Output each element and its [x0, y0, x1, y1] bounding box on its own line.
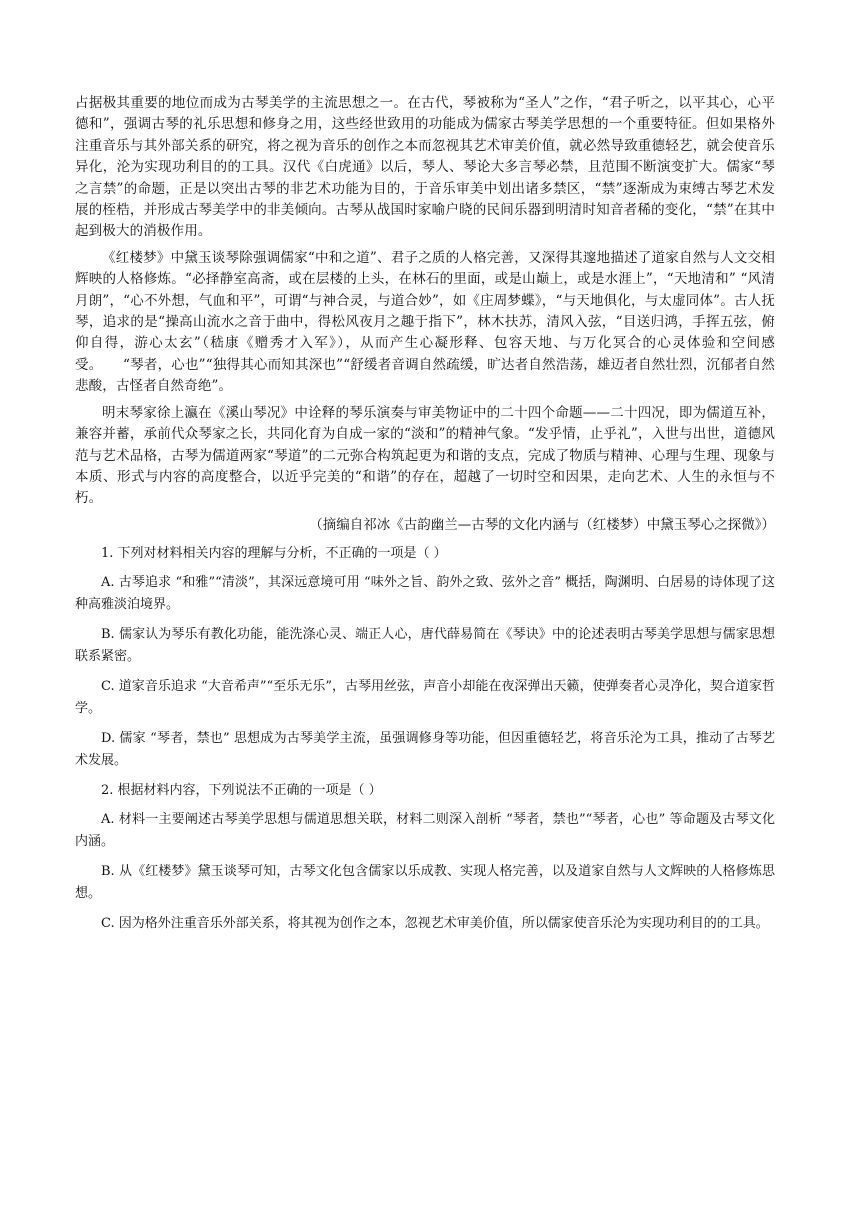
question-1-option-b: B. 儒家认为琴乐有教化功能，能洗涤心灵、端正人心，唐代薛易简在《琴诀》中的论述表明古琴美学思想与儒家思想联系紧密。	[75, 627, 775, 665]
question-2	[75, 780, 775, 935]
passage-paragraph-1: 占据极其重要的地位而成为古琴美学的主流思想之一。在古代，琴被称为“圣人”之作，“君子听之，以平其心，心平德和”，强调古琴的礼乐思想和修身之用，这些经世致用的功能成为儒家古琴美学思想的一个重要特征。但如果格外注重音乐与其外部关系的研究，将之视为音乐的创作之本而忽视其艺术审美价值，就必然导致重德轻艺，就会使音乐异化，沦为实现功利目的的工具。汉代《白虎通》以后，琴人、琴论大多言琴必禁，且范围不断演变扩大。儒家“琴之言禁”的命题，正是以突出古琴的非艺术功能为目的，于音乐审美中划出诸多禁区，“禁”逐渐成为束缚古琴艺术发展的桎梏，并形成古琴美学中的非美倾向。古琴从战国时家喻户晓的民间乐器到明清时知音者稀的变化，“禁”在其中起到极大的消极作用。	[75, 95, 775, 240]
question-1-option-c: C. 道家音乐追求 “大音希声”“至乐无乐”，古琴用丝弦，声音小却能在夜深弹出天籁，使弹奏者心灵净化，契合道家哲学。	[75, 679, 775, 717]
passage-paragraph-3: 明末琴家徐上瀛在《溪山琴况》中诠释的琴乐演奏与审美物证中的二十四个命题——二十四况，即为儒道互补，兼容并蓄，承前代众琴家之长，共同化育为自成一家的“淡和”的精神气象。“发乎情，止乎礼”，入世与出世，道德风范与艺术品格，古琴为儒道两家“琴道”的二元弥合构筑起更为和谐的支点，完成了物质与精神、心理与生理、现象与本质、形式与内容的高度整合，以近乎完美的“和谐”的存在，超越了一切时空和因果，走向艺术、人生的永恒与不朽。	[75, 404, 775, 507]
question-2-option-a: A. 材料一主要阐述古琴美学思想与儒道思想关联，材料二则深入剖析 “琴者，禁也”“琴者，心也” 等命题及古琴文化内涵。	[75, 812, 775, 850]
question-1-option-a: A. 古琴追求 “和雅”“清淡”，其深远意境可用 “味外之旨、韵外之致、弦外之音” 概括，陶渊明、白居易的诗体现了这种高雅淡泊境界。	[75, 575, 775, 613]
passage-paragraph-2: 《红楼梦》中黛玉谈琴除强调儒家“中和之道”、君子之质的人格完善，又深得其邃地描述了道家自然与人文交相辉映的人格修炼。“必择静室高斋，或在层楼的上头，在林石的里面，或是山巅上，或是水涯上”，“天地清和” “风清月朗”，“心不外想，气血和平”，可谓“与神合灵，与道合妙”，如《庄周梦蝶》，“与天地俱化，与太虚同体”。古人抚琴，追求的是“操高山流水之音于曲中，得松风夜月之趣于指下”，林木扶苏，清风入弦，“目送归鸿，手挥五弦，俯仰自得，游心太玄”（嵇康《赠秀才入军》），从而产生心凝形释、包容天地、与万化冥合的心灵体验和空间感受。 “琴者，心也”“独得其心而知其深也”“舒缓者音调自然疏缓，旷达者自然浩荡，雄迈者自然壮烈，沉郁者自然悲酸，古怪者自然奇绝”。	[75, 249, 775, 395]
question-2-stem: 2. 根据材料内容，下列说法不正确的一项是（ ）	[101, 783, 382, 799]
question-1-option-d: D. 儒家 “琴者，禁也” 思想成为古琴美学主流，虽强调修身等功能，但因重德轻艺，将音乐沦为工具，推动了古琴艺术发展。	[75, 731, 775, 769]
question-1-stem: 1. 下列对材料相关内容的理解与分析，不正确的一项是（ ）	[101, 546, 447, 562]
question-2-option-b: B. 从《红楼梦》黛玉谈琴可知，古琴文化包含儒家以乐成教、实现人格完善，以及道家自然与人文辉映的人格修炼思想。	[75, 864, 775, 902]
question-1	[75, 543, 775, 772]
question-2-option-c: C. 因为格外注重音乐外部关系，将其视为创作之本，忽视艺术审美价值，所以儒家使音乐沦为实现功利目的的工具。	[101, 916, 769, 932]
passage-source: （摘编自祁冰《古韵幽兰—古琴的文化内涵与（红楼梦）中黛玉琴心之探微》）	[309, 516, 775, 533]
